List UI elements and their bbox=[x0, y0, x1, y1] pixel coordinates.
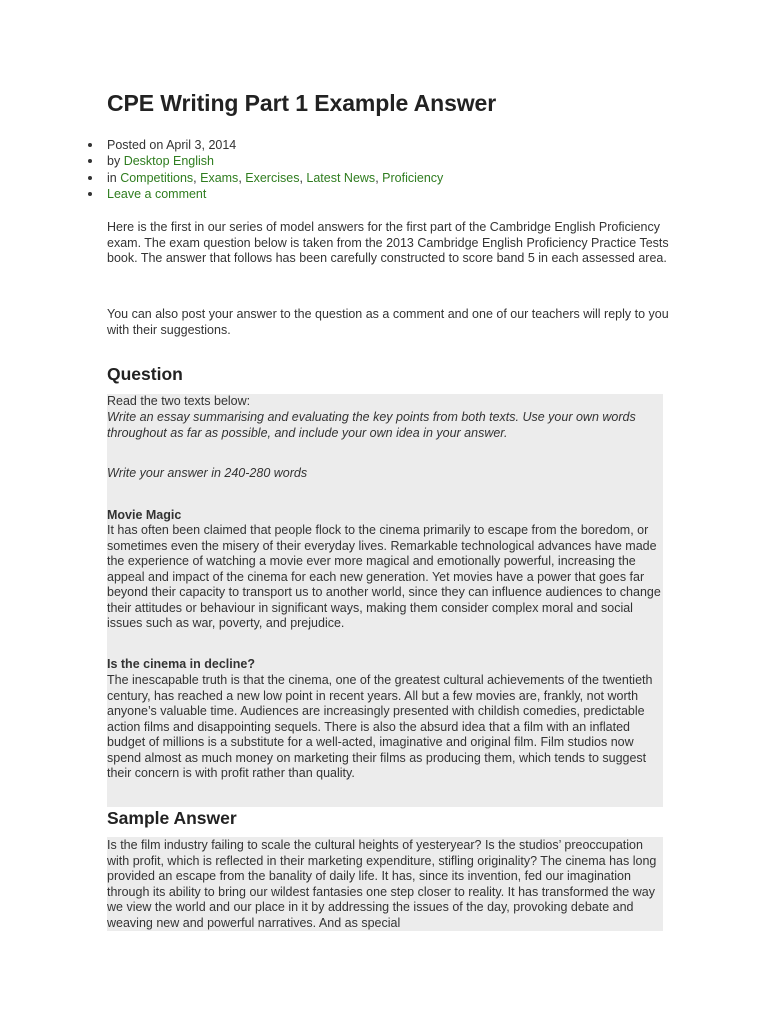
category-link-proficiency[interactable]: Proficiency bbox=[382, 170, 444, 185]
intro-paragraph-1: Here is the first in our series of model answers for the first part of the Cambridge English Proficiency exam. The exam question below is taken from the 2013 Cambridge English Proficiency Practice Tests book. The answer that follows has been carefully constructed to score band 5 in each assessed area. bbox=[107, 220, 669, 265]
meta-by-label: by bbox=[107, 154, 124, 169]
question-heading: Question bbox=[107, 364, 183, 384]
meta-comment bbox=[88, 186, 443, 202]
question-read-line: Read the two texts below: bbox=[107, 394, 251, 408]
post-meta-list bbox=[88, 137, 443, 202]
category-link-competitions[interactable]: Competitions bbox=[120, 170, 194, 185]
meta-categories: in Competitions, Exams, Exercises, Latest News, Proficiency bbox=[88, 170, 443, 186]
intro-paragraph-2: You can also post your answer to the question as a comment and one of our teachers will reply to you with their suggestions. bbox=[107, 307, 669, 337]
sample-answer-heading: Sample Answer bbox=[107, 808, 237, 828]
category-link-latest-news[interactable]: Latest News bbox=[306, 170, 376, 185]
category-link-exams[interactable]: Exams bbox=[200, 170, 239, 185]
page-title: CPE Writing Part 1 Example Answer bbox=[107, 90, 497, 116]
meta-in-label: in bbox=[107, 170, 121, 185]
leave-comment-link[interactable]: Leave a comment bbox=[107, 186, 207, 201]
text2-body: The inescapable truth is that the cinema, one of the greatest cultural achievements of the twentieth century, has reached a new low point in recent years. All but a few movies are, frankly, not worth anyone’s valuable time. Audiences are increasingly presented with childish comedies, predictable action films and disappointing sequels. There is also the absurd idea that a film with an inflated budget of millions is a substitute for a well-acted, imaginative and original film. Film studios now spend almost as much money on marketing their films as producing them, which tends to suggest their concern is with profit rather than quality. bbox=[107, 673, 653, 780]
sample-answer-text: Is the film industry failing to scale the cultural heights of yesteryear? Is the studios’ preoccupation with profit, which is reflected in their marketing expenditure, stifling originality? The cinema has long provided an escape from the banality of daily life. It has, since its invention, fed our imagination through its ability to bring our wildest fantasies one step closer to reality. It has transformed the way we view the world and our place in it by addressing the issues of the day, provoking debate and weaving new and powerful narratives. And as special bbox=[107, 838, 657, 930]
author-link[interactable]: Desktop English bbox=[123, 154, 215, 169]
category-link-exercises[interactable]: Exercises bbox=[245, 170, 300, 185]
meta-posted-date: Posted on April 3, 2014 bbox=[88, 137, 443, 153]
meta-author bbox=[88, 153, 443, 169]
text2-title: Is the cinema in decline? bbox=[107, 657, 255, 671]
text1-body: It has often been claimed that people flock to the cinema primarily to escape from the boredom, or sometimes even the misery of their everyday lives. Remarkable technological advances have made the experience of watching a movie ever more magical and emotionally powerful, increasing the appeal and impact of the cinema for each new generation. Yet movies have a power that goes far beyond their capacity to transport us to another world, since they can influence audiences to change their attitudes or behaviour in significant ways, making them consider complex moral and social issues such as war, poverty, and prejudice. bbox=[107, 523, 661, 630]
text1-title: Movie Magic bbox=[107, 508, 182, 522]
question-instruction: Write an essay summarising and evaluating the key points from both texts. Use your own words throughout as far as possible, and include your own idea in your answer. bbox=[107, 410, 636, 440]
question-word-count: Write your answer in 240-280 words bbox=[107, 466, 308, 480]
